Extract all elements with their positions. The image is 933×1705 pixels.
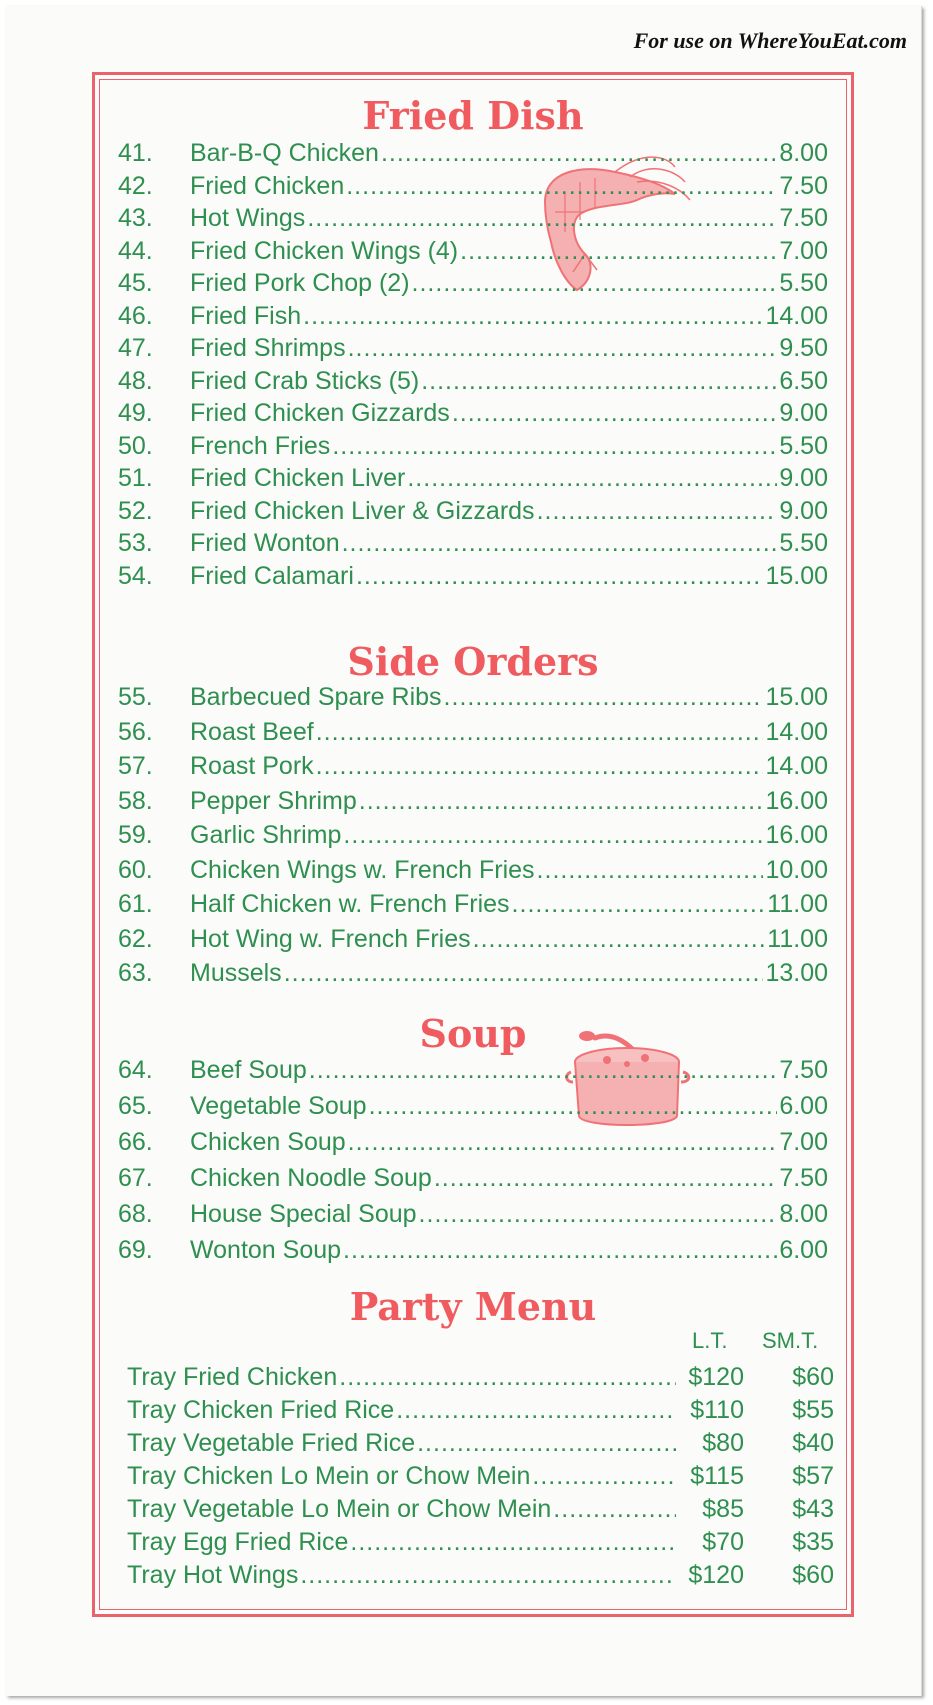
column-header-smt: SM.T. (762, 1328, 819, 1353)
leader-dots (444, 680, 764, 714)
menu-item-row (118, 396, 828, 430)
item-name: French Fries (190, 431, 331, 460)
leader-dots (343, 1233, 777, 1267)
leader-dots (553, 1493, 676, 1526)
party-price-large-tray: $110 (690, 1396, 744, 1424)
item-name: Chicken Wings w. French Fries (190, 855, 535, 884)
item-name: Garlic Shrimp (190, 821, 342, 849)
item-name: Fried Chicken (190, 171, 345, 200)
leader-dots (407, 461, 777, 495)
leader-dots (309, 1053, 778, 1087)
item-price: 15.00 (765, 561, 828, 590)
item-name: Roast Pork (190, 752, 314, 780)
item-name: Mussels (190, 959, 282, 987)
leader-dots (537, 494, 778, 528)
item-number: 56. (118, 717, 153, 746)
item-number: 44. (118, 236, 153, 265)
item-price: 6.00 (779, 1236, 828, 1264)
item-price: 7.50 (779, 204, 828, 232)
leader-dots (381, 136, 777, 170)
leader-dots (412, 266, 778, 300)
item-name: Bar-B-Q Chicken (190, 139, 379, 167)
item-price: 14.00 (765, 717, 828, 746)
item-price: 11.00 (767, 924, 828, 953)
menu-item-row (118, 922, 828, 956)
item-name: Wonton Soup (190, 1236, 342, 1264)
menu-item-row (118, 680, 828, 714)
party-item-name: Tray Chicken Lo Mein or Chow Mein (127, 1462, 531, 1490)
menu-item-row (118, 331, 828, 365)
leader-dots (421, 364, 777, 398)
item-number: 68. (118, 1200, 153, 1228)
section-title-party-menu: Party Menu (349, 1284, 597, 1329)
leader-dots (348, 1125, 778, 1159)
item-name: Chicken Noodle Soup (190, 1164, 432, 1192)
menu-item-row (118, 461, 828, 495)
menu-item-row (118, 234, 828, 268)
menu-item-row (118, 169, 828, 203)
menu-item-row (118, 956, 828, 990)
item-price: 7.50 (779, 171, 828, 200)
party-item-name: Tray Hot Wings (127, 1561, 299, 1589)
menu-item-row (118, 364, 828, 398)
item-price: 9.00 (779, 496, 828, 525)
section-title-soup: Soup (419, 1011, 527, 1056)
leader-dots (307, 201, 777, 235)
item-name: Hot Wing w. French Fries (190, 924, 471, 953)
party-price-small-tray: $55 (792, 1396, 834, 1424)
menu-item-row (118, 1197, 828, 1231)
party-price-large-tray: $120 (688, 1561, 744, 1589)
party-price-small-tray: $43 (792, 1495, 834, 1523)
menu-item-row (118, 559, 828, 593)
item-name: Fried Chicken Liver & Gizzards (190, 496, 535, 525)
leader-dots (532, 1460, 676, 1493)
item-number: 48. (118, 366, 153, 395)
party-item-row (127, 1559, 834, 1592)
item-price: 9.00 (779, 399, 828, 427)
leader-dots (316, 715, 764, 749)
item-price: 5.50 (779, 431, 828, 460)
item-name: Fried Crab Sticks (5) (190, 366, 420, 395)
leader-dots (369, 1089, 778, 1123)
leader-dots (350, 1526, 676, 1559)
party-item-row (127, 1394, 834, 1427)
item-price: 9.50 (779, 334, 828, 362)
item-price: 16.00 (765, 821, 828, 849)
party-price-large-tray: $85 (702, 1495, 744, 1523)
menu-item-row (118, 299, 828, 333)
item-number: 51. (118, 464, 153, 492)
party-price-small-tray: $60 (792, 1363, 834, 1391)
leader-dots (300, 1559, 676, 1592)
item-price: 11.00 (767, 890, 828, 918)
menu-item-row (118, 1161, 828, 1195)
menu-item-row (118, 818, 828, 852)
leader-dots (284, 956, 764, 990)
party-item-name: Tray Chicken Fried Rice (127, 1396, 395, 1424)
item-name: Roast Beef (190, 717, 314, 746)
leader-dots (537, 853, 764, 887)
item-name: Hot Wings (190, 204, 306, 232)
item-name: Fried Calamari (190, 561, 354, 590)
item-number: 53. (118, 529, 153, 557)
party-item-row (127, 1526, 834, 1559)
menu-item-row (118, 715, 828, 749)
leader-dots (348, 331, 778, 365)
leader-dots (359, 784, 764, 818)
party-item-name: Tray Egg Fried Rice (127, 1528, 349, 1556)
item-name: Fried Chicken Liver (190, 464, 406, 492)
item-number: 60. (118, 855, 153, 884)
menu-item-row (118, 1233, 828, 1267)
item-number: 57. (118, 752, 153, 780)
menu-item-row (118, 266, 828, 300)
item-number: 59. (118, 821, 153, 849)
leader-dots (342, 526, 778, 560)
item-number: 45. (118, 269, 153, 297)
item-number: 58. (118, 786, 153, 815)
item-number: 41. (118, 139, 153, 167)
party-item-row (127, 1460, 834, 1493)
item-name: Beef Soup (190, 1056, 307, 1084)
menu-item-row (118, 494, 828, 528)
item-name: Barbecued Spare Ribs (190, 683, 442, 711)
item-price: 6.50 (779, 366, 828, 395)
item-price: 10.00 (765, 855, 828, 884)
column-header-lt: L.T. (692, 1328, 728, 1353)
item-name: Pepper Shrimp (190, 786, 357, 815)
leader-dots (396, 1394, 676, 1427)
item-price: 9.00 (779, 464, 828, 492)
watermark: For use on WhereYouEat.com (633, 28, 907, 53)
menu-item-row (118, 526, 828, 560)
leader-dots (303, 299, 763, 333)
leader-dots (346, 169, 777, 203)
leader-dots (343, 818, 763, 852)
item-price: 7.00 (779, 1128, 828, 1156)
menu-item-row (118, 1089, 828, 1123)
party-price-large-tray: $120 (688, 1363, 744, 1391)
item-price: 8.00 (779, 1200, 828, 1228)
item-number: 66. (118, 1128, 153, 1156)
leader-dots (460, 234, 777, 268)
leader-dots (419, 1197, 778, 1231)
item-name: Fried Wonton (190, 529, 340, 557)
party-item-row (127, 1361, 834, 1394)
menu-item-row (118, 1053, 828, 1087)
item-number: 50. (118, 431, 153, 460)
menu-item-row (118, 136, 828, 170)
party-price-small-tray: $57 (792, 1462, 834, 1490)
item-number: 61. (118, 890, 153, 918)
item-price: 13.00 (765, 959, 828, 987)
item-number: 49. (118, 399, 153, 427)
party-price-large-tray: $70 (702, 1528, 744, 1556)
item-name: Fried Fish (190, 301, 302, 330)
item-number: 65. (118, 1092, 153, 1120)
item-number: 43. (118, 204, 153, 232)
section-title-fried-dish: Fried Dish (362, 93, 584, 138)
item-price: 6.00 (779, 1092, 828, 1120)
item-price: 5.50 (779, 269, 828, 297)
item-price: 7.00 (779, 236, 828, 265)
item-number: 62. (118, 924, 153, 953)
item-number: 67. (118, 1164, 153, 1192)
leader-dots (473, 922, 766, 956)
item-number: 63. (118, 959, 153, 987)
item-price: 5.50 (779, 529, 828, 557)
leader-dots (332, 429, 777, 463)
menu-item-row (118, 1125, 828, 1159)
menu-item-row (118, 201, 828, 235)
leader-dots (356, 559, 764, 593)
item-number: 46. (118, 301, 153, 330)
item-name: Fried Chicken Gizzards (190, 399, 450, 427)
item-name: House Special Soup (190, 1200, 417, 1228)
item-name: Chicken Soup (190, 1128, 346, 1156)
menu-item-row (118, 429, 828, 463)
item-price: 8.00 (779, 139, 828, 167)
party-item-row (127, 1493, 834, 1526)
item-number: 55. (118, 683, 153, 711)
party-price-large-tray: $80 (702, 1429, 744, 1457)
item-name: Fried Pork Chop (2) (190, 269, 410, 297)
item-number: 64. (118, 1056, 153, 1084)
leader-dots (417, 1427, 676, 1460)
party-price-small-tray: $60 (792, 1561, 834, 1589)
item-price: 14.00 (765, 301, 828, 330)
menu-item-row (118, 853, 828, 887)
leader-dots (339, 1361, 676, 1394)
party-price-small-tray: $35 (792, 1528, 834, 1556)
party-price-small-tray: $40 (792, 1429, 834, 1457)
item-price: 7.50 (779, 1056, 828, 1084)
menu-item-row (118, 749, 828, 783)
item-price: 15.00 (765, 683, 828, 711)
section-title-side-orders: Side Orders (347, 639, 599, 684)
party-item-name: Tray Fried Chicken (127, 1363, 338, 1391)
menu-item-row (118, 784, 828, 818)
item-price: 14.00 (765, 752, 828, 780)
leader-dots (434, 1161, 778, 1195)
party-price-large-tray: $115 (690, 1462, 744, 1490)
party-item-name: Tray Vegetable Lo Mein or Chow Mein (127, 1495, 552, 1523)
item-number: 52. (118, 496, 153, 525)
item-price: 7.50 (779, 1164, 828, 1192)
leader-dots (512, 887, 766, 921)
item-name: Half Chicken w. French Fries (190, 890, 510, 918)
item-price: 16.00 (765, 786, 828, 815)
leader-dots (452, 396, 778, 430)
item-name: Fried Shrimps (190, 334, 346, 362)
leader-dots (316, 749, 764, 783)
menu-item-row (118, 887, 828, 921)
item-name: Fried Chicken Wings (4) (190, 236, 459, 265)
item-number: 69. (118, 1236, 153, 1264)
item-number: 54. (118, 561, 153, 590)
item-name: Vegetable Soup (190, 1092, 367, 1120)
party-item-name: Tray Vegetable Fried Rice (127, 1429, 416, 1457)
party-item-row (127, 1427, 834, 1460)
item-number: 42. (118, 171, 153, 200)
item-number: 47. (118, 334, 153, 362)
